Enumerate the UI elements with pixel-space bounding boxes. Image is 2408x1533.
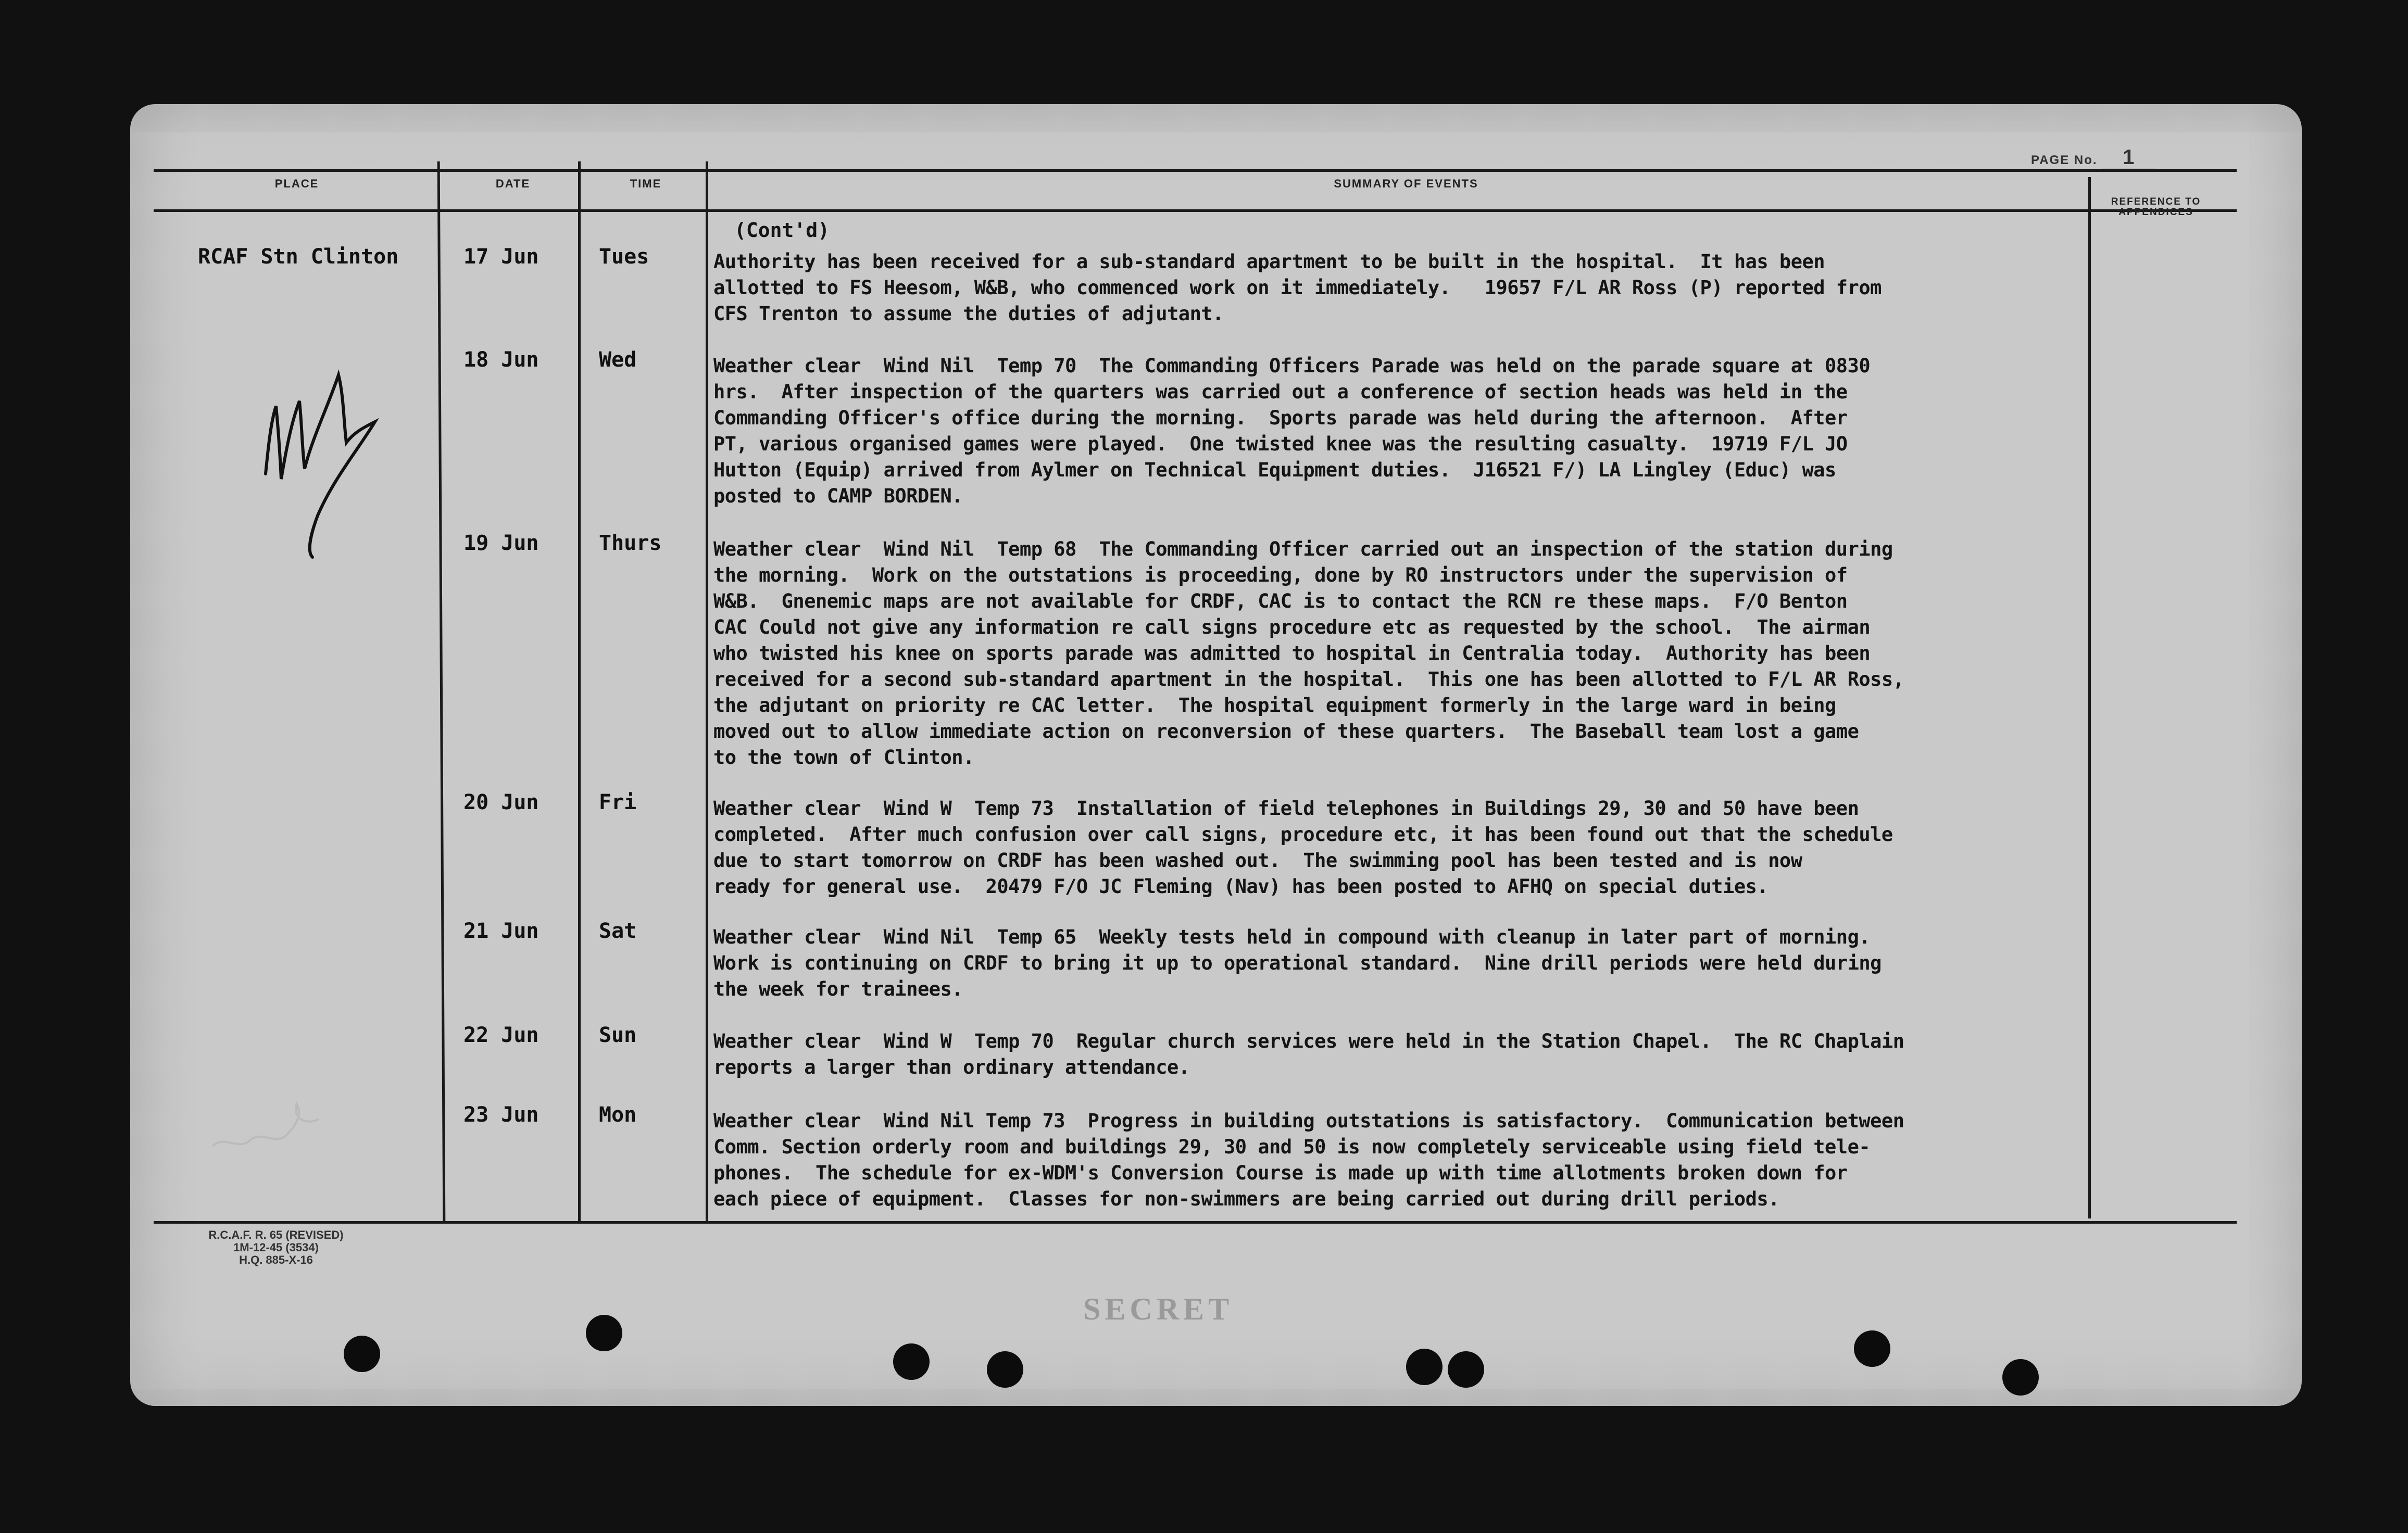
date-time-divider bbox=[578, 161, 581, 1224]
punch-hole bbox=[1448, 1351, 1484, 1388]
entry-date: 20 Jun bbox=[463, 790, 539, 814]
summary-reference-divider bbox=[2088, 177, 2091, 1218]
page-number-label bbox=[2031, 146, 2156, 169]
entry-day: Tues bbox=[599, 245, 649, 269]
form-reference-line: 1M-12-45 (3534) bbox=[233, 1241, 319, 1254]
handwritten-initials bbox=[250, 344, 385, 562]
header-top-rule bbox=[154, 169, 2237, 172]
entry-date: 17 Jun bbox=[463, 245, 539, 269]
entry-text: Weather clear Wind Nil Temp 70 The Commanding Officers Parade was held on the parade square at 0830 hrs. After inspection of the quarters was carried out a conference of section heads was held in the Commanding Officer's office during the morning. Sports parade was held during the afternoon. After PT, various organised games were played. One twisted knee was the resulting casualty. 19719 F/L JO Hutton (Equip) arrived from Aylmer on Technical Equipment duties. J16521 F/) LA Lingley (Educ) was posted to CAMP BORDEN. bbox=[713, 355, 1871, 507]
header-place: PLACE bbox=[274, 177, 319, 190]
entry-date: 23 Jun bbox=[463, 1103, 539, 1127]
entry-day: Thurs bbox=[599, 531, 662, 555]
entry-text: Weather clear Wind Nil Temp 68 The Commanding Officer carried out an inspection of the station during the morning. Work on the outstations is proceeding, done by RO instructors under the supervision of W&B. Gnenemic maps are not available for CRDF, CAC is to contact the RCN re these maps. F/O Benton CAC Could not give any information re call signs procedure etc as requested by the school. The airman who twisted his knee on sports parade was admitted to hospital in Centralia today. Authority has been received for a second sub-standard apartment in the hospital. This one has been allotted to F/L AR Ross, the adjutant on priority re CAC letter. The hospital equipment formerly in the large ward in being moved out to allow immediate action on reconversion of these quarters. The Baseball team lost a game to the town of Clinton. bbox=[713, 538, 1904, 769]
entry-day: Sat bbox=[599, 919, 637, 943]
entry-text: Authority has been received for a sub-standard apartment to be built in the hospital. It has been allotted to FS Heesom, W&B, who commenced work on it immediately. 19657 F/L AR Ross (P) reported from CFS Trenton to assume the duties of adjutant. bbox=[713, 250, 1882, 325]
form-reference bbox=[151, 1229, 401, 1266]
header-time: TIME bbox=[630, 177, 662, 190]
header-summary: SUMMARY OF EVENTS bbox=[1334, 177, 1478, 190]
time-summary-divider bbox=[706, 161, 708, 1224]
entry-day: Fri bbox=[599, 790, 637, 814]
punch-hole bbox=[893, 1343, 930, 1380]
secret-stamp: SECRET bbox=[1083, 1292, 1234, 1326]
header-bottom-rule bbox=[154, 209, 2237, 212]
punch-hole bbox=[344, 1336, 380, 1372]
entry-text: Weather clear Wind W Temp 70 Regular church services were held in the Station Chapel. The RC Chaplain reports a larger than ordinary attendance. bbox=[713, 1030, 1904, 1078]
punch-hole bbox=[1406, 1349, 1443, 1385]
entry-day: Sun bbox=[599, 1023, 637, 1047]
header-reference: REFERENCE TO APPENDICES bbox=[2111, 196, 2201, 218]
entry-text: Weather clear Wind W Temp 73 Installation of field telephones in Buildings 29, 30 and 50 have been completed. After much confusion over call signs, procedure etc, it has been found out that the schedule due to start tomorrow on CRDF has been washed out. The swimming pool has been tested and is now ready for general use. 20479 F/O JC Fleming (Nav) has been posted to AFHQ on special duties. bbox=[713, 797, 1893, 898]
page-number: 1 bbox=[2102, 146, 2156, 170]
place-name: RCAF Stn Clinton bbox=[198, 245, 399, 269]
entry-text: Weather clear Wind Nil Temp 73 Progress in building outstations is satisfactory. Communication between Comm. Section orderly room and buildings 29, 30 and 50 is now completely serviceable using field tele- phones. The schedule for ex-WDM's Conversion Course is made up with time allotments broken down for each piece of equipment. Classes for non-swimmers are being carried out during drill periods. bbox=[713, 1110, 1904, 1210]
continued-marker: (Cont'd) bbox=[734, 219, 830, 242]
punch-hole bbox=[987, 1351, 1023, 1388]
entry-day: Wed bbox=[599, 348, 637, 372]
entry-date: 21 Jun bbox=[463, 919, 539, 943]
entry-text: Weather clear Wind Nil Temp 65 Weekly tests held in compound with cleanup in later part of morning. Work is continuing on CRDF to bring it up to operational standard. Nine drill periods were held during the week for trainees. bbox=[713, 926, 1882, 1000]
footer-rule bbox=[154, 1221, 2237, 1224]
header-date: DATE bbox=[495, 177, 531, 190]
form-reference-line: H.Q. 885-X-16 bbox=[239, 1253, 313, 1266]
punch-hole bbox=[2002, 1359, 2039, 1396]
handwritten-mark bbox=[208, 1094, 323, 1161]
entry-date: 22 Jun bbox=[463, 1023, 539, 1047]
form-reference-line: R.C.A.F. R. 65 (REVISED) bbox=[208, 1228, 344, 1241]
entry-date: 19 Jun bbox=[463, 531, 539, 555]
entry-date: 18 Jun bbox=[463, 348, 539, 372]
page-label-text: PAGE No. bbox=[2031, 153, 2098, 167]
punch-hole bbox=[1854, 1330, 1890, 1367]
entry-day: Mon bbox=[599, 1103, 637, 1127]
punch-hole bbox=[586, 1315, 622, 1351]
